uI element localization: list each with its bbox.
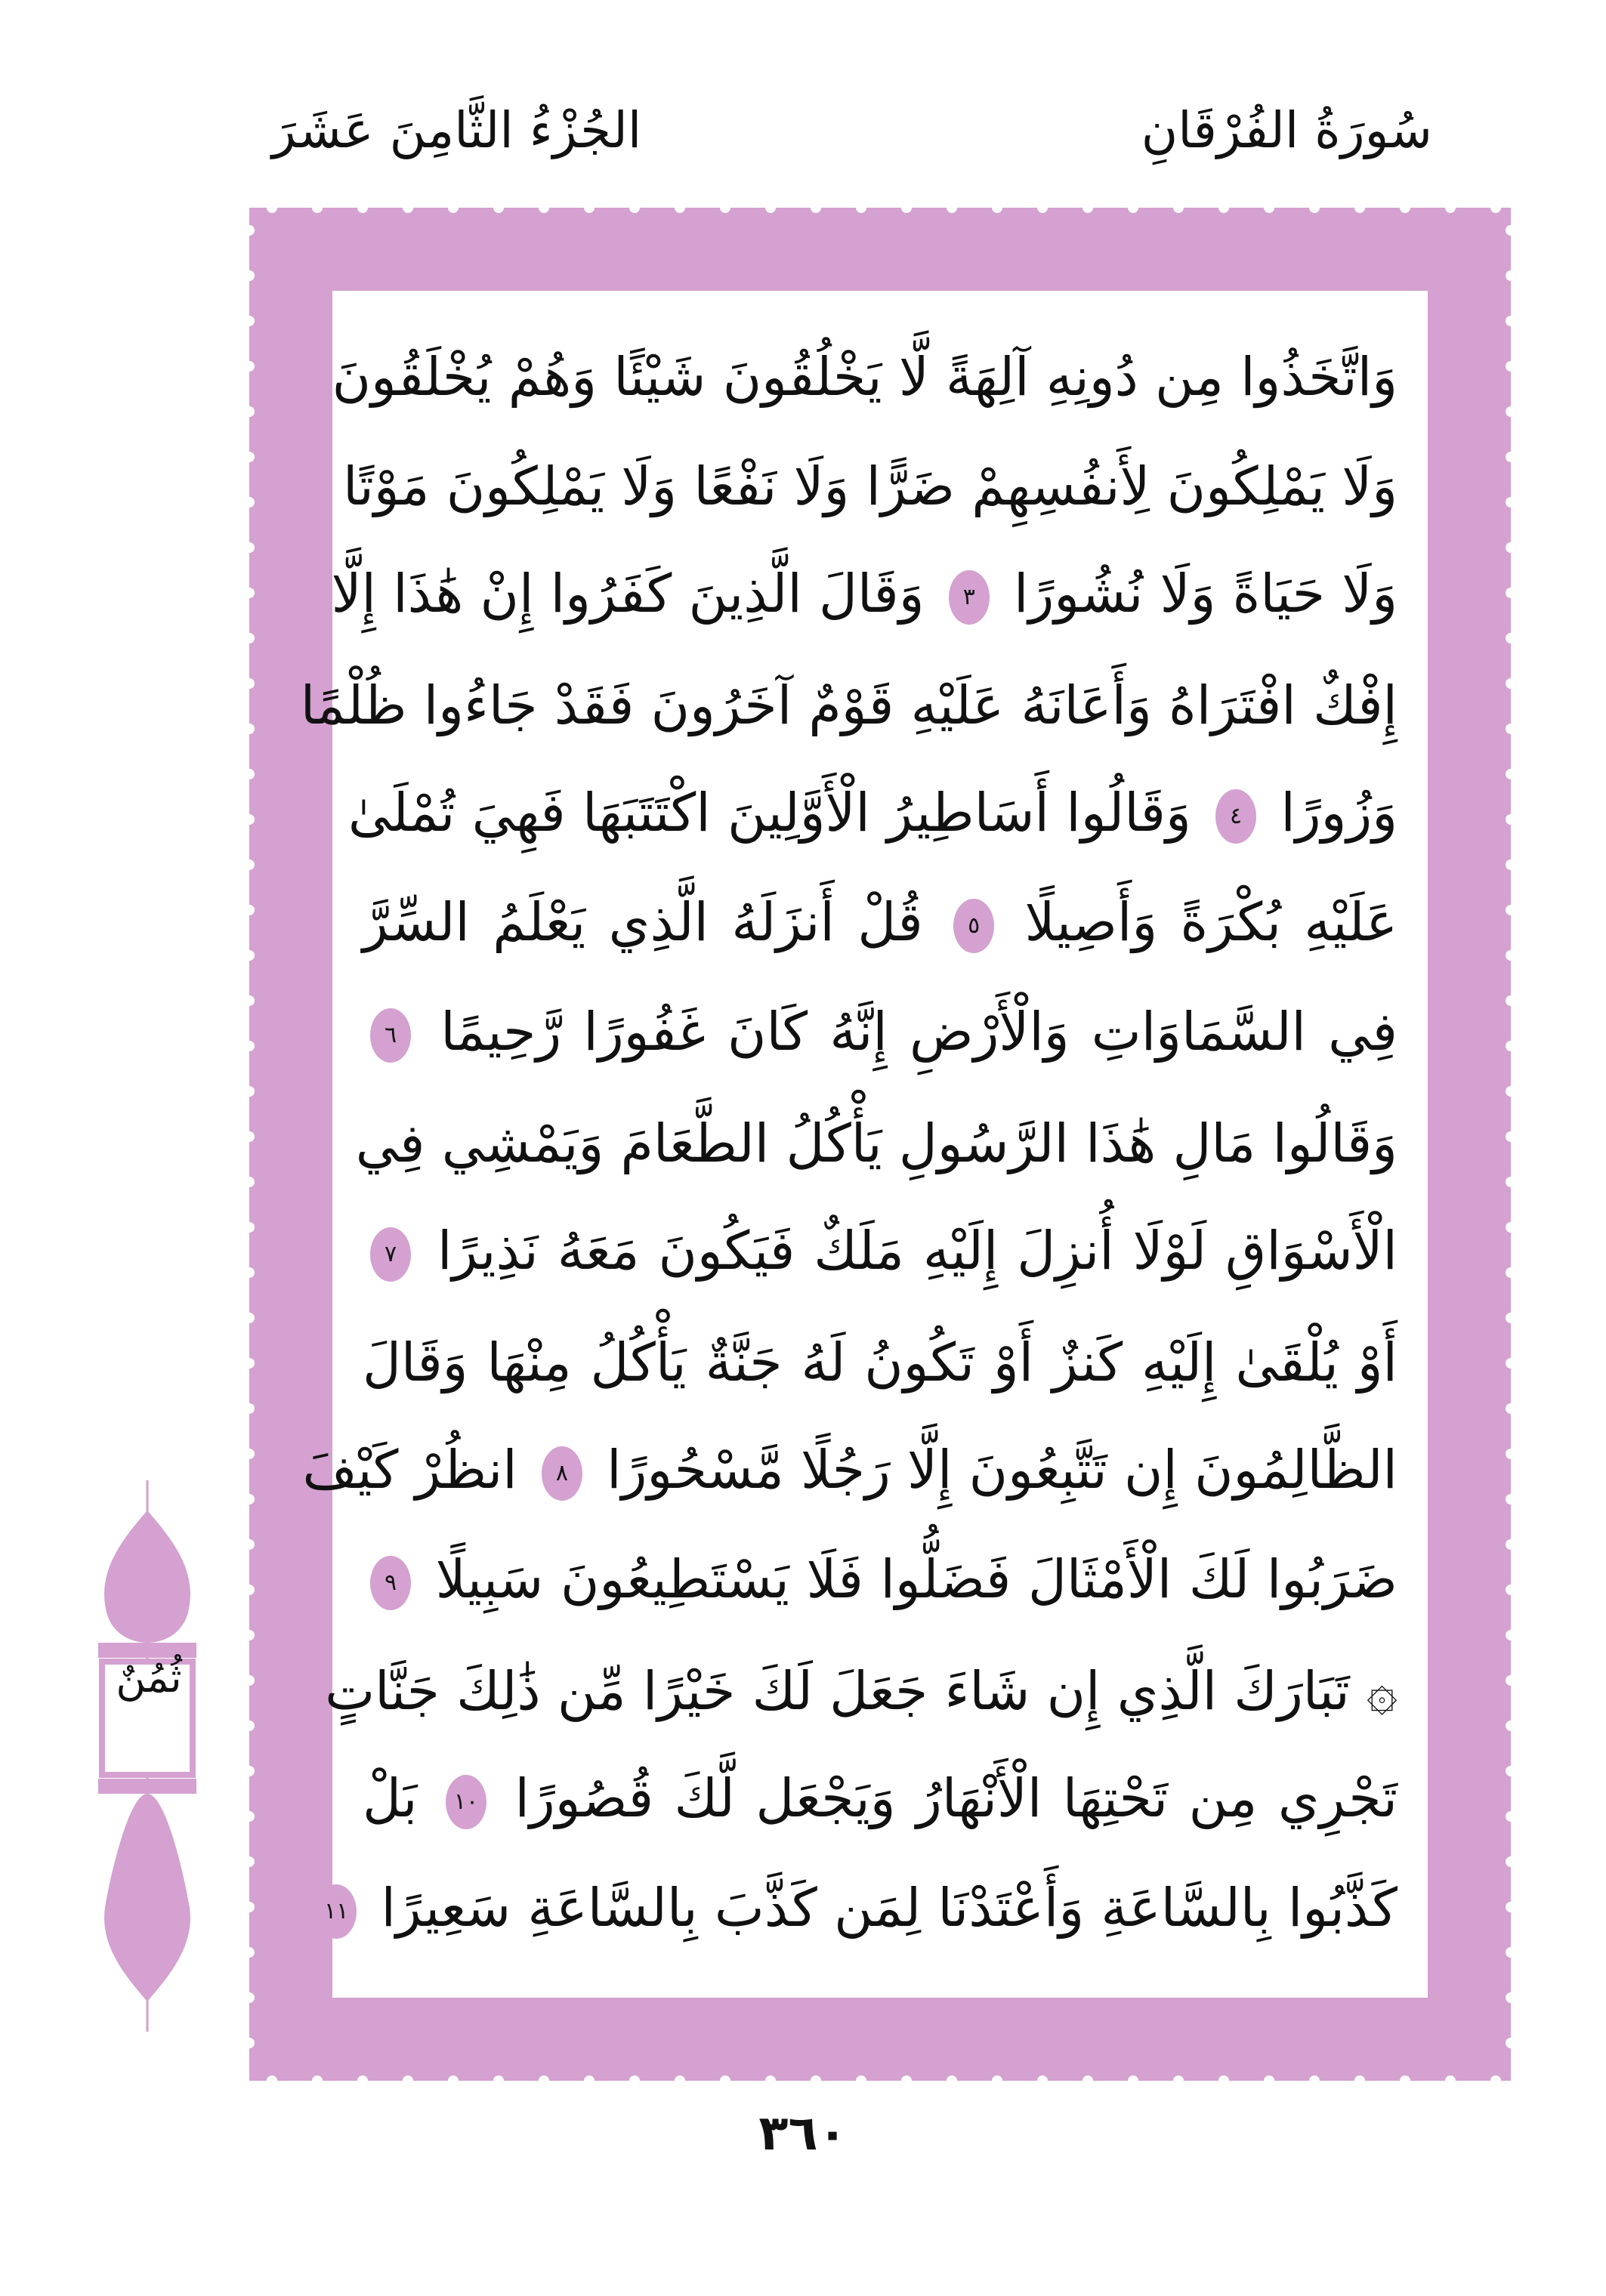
frame-notch [1506, 859, 1511, 870]
verse-text [363, 1332, 1398, 1393]
verse-line [331, 540, 1398, 652]
verse-text-segment: وَقَالُوا مَالِ هَٰذَا الرَّسُولِ يَأْكُلُ الطَّعَامَ وَيَمْشِي فِي [355, 1113, 1398, 1174]
frame-notch [1309, 2075, 1320, 2081]
page-number: ٣٦٠ [758, 2106, 848, 2162]
frame-notch [1506, 1131, 1511, 1142]
verse-text [332, 346, 1398, 408]
frame-notch [1506, 995, 1511, 1006]
frame-notch [1506, 452, 1511, 462]
frame-notch [1445, 208, 1456, 213]
frame-notch [249, 452, 255, 462]
frame-notch [267, 2075, 277, 2081]
frame-notch [249, 1449, 255, 1459]
frame-notch [357, 2075, 368, 2081]
frame-notch [249, 859, 255, 870]
verse-text-segment: فِي السَّمَاوَاتِ وَالْأَرْضِ إِنَّهُ كَانَ غَفُورًا رَّحِيمًا [440, 1001, 1398, 1063]
frame-notch [947, 2075, 957, 2081]
verse-text-segment: تَجْرِي مِن تَحْتِهَا الْأَنْهَارُ وَيَجْعَل لَّكَ قُصُورًا [514, 1767, 1398, 1830]
frame-notch [675, 2075, 685, 2081]
verse-line [363, 978, 1398, 1090]
verse-text-segment: كَذَّبُوا بِالسَّاعَةِ وَأَعْتَدْنَا لِمَن كَذَّبَ بِالسَّاعَةِ سَعِيرًا [381, 1877, 1398, 1940]
frame-notch [539, 208, 549, 213]
verse-line [363, 869, 1398, 980]
frame-notch [1506, 1856, 1511, 1867]
verse-text [355, 1113, 1398, 1174]
verse-line [363, 1307, 1398, 1418]
frame-notch [1354, 208, 1365, 213]
frame-notch [765, 208, 776, 213]
frame-notch [249, 1811, 255, 1822]
frame-notch [765, 2075, 776, 2081]
frame-notch [249, 1358, 255, 1369]
ayah-number-marker: ٥ [953, 899, 994, 953]
frame-notch [448, 2075, 459, 2081]
frame-notch [249, 1222, 255, 1233]
frame-notch [629, 2075, 640, 2081]
frame-notch [249, 724, 255, 734]
thumn-ornament-icon [91, 1480, 204, 2032]
frame-notch [539, 2075, 549, 2081]
frame-notch [249, 814, 255, 825]
verse-text [302, 1439, 1398, 1501]
frame-notch [448, 208, 459, 213]
verse-line [324, 1854, 1398, 1966]
frame-notch [249, 1902, 255, 1912]
frame-notch [1506, 588, 1511, 598]
frame-notch [1506, 678, 1511, 689]
frame-notch [1218, 2075, 1229, 2081]
verse-text-segment: انظُرْ كَيْفَ [302, 1439, 517, 1501]
frame-notch [1506, 1222, 1511, 1233]
frame-notch [1506, 225, 1511, 236]
frame-notch [249, 1630, 255, 1640]
frame-notch [720, 2075, 730, 2081]
verse-line [347, 759, 1398, 871]
frame-notch [1506, 814, 1511, 825]
ayah-number-marker: ٧ [370, 1227, 411, 1282]
frame-notch [249, 1766, 255, 1776]
verse-text-segment: وَلَا يَمْلِكُونَ لِأَنفُسِهِمْ ضَرًّا وَلَا نَفْعًا وَلَا يَمْلِكُونَ مَوْتًا [343, 455, 1398, 517]
verse-text-segment: وَقَالُوا أَسَاطِيرُ الْأَوَّلِينَ اكْتَتَبَهَا فَهِيَ تُمْلَىٰ [347, 782, 1191, 844]
frame-notch [1506, 1086, 1511, 1097]
verse-text-segment: الْأَسْوَاقِ لَوْلَا أُنزِلَ إِلَيْهِ مَلَكٌ فَيَكُونَ مَعَهُ نَذِيرًا [437, 1220, 1398, 1282]
frame-notch [249, 1720, 255, 1731]
frame-notch [312, 208, 323, 213]
verse-text-segment: وَقَالَ الَّذِينَ كَفَرُوا إِنْ هَٰذَا إِلَّا [331, 563, 925, 625]
frame-notch [249, 225, 255, 236]
frame-notch [1506, 633, 1511, 643]
surah-name: سُورَةُ الفُرْقَانِ [1141, 101, 1432, 159]
frame-notch [1506, 905, 1511, 915]
frame-notch [249, 633, 255, 643]
frame-notch [249, 950, 255, 961]
verse-text-segment: أَوْ يُلْقَىٰ إِلَيْهِ كَنزٌ أَوْ تَكُونُ لَهُ جَنَّةٌ يَأْكُلُ مِنْهَا وَقَالَ [363, 1332, 1398, 1393]
frame-notch [1506, 1539, 1511, 1550]
verse-text-segment: قُلْ أَنزَلَهُ الَّذِي يَعْلَمُ السِّرَّ [363, 891, 923, 954]
frame-notch [1506, 1675, 1511, 1686]
verse-line [302, 1416, 1398, 1528]
frame-notch [1506, 1902, 1511, 1912]
verse-text [363, 1001, 1398, 1063]
frame-notch [1506, 1992, 1511, 2003]
frame-notch [1506, 542, 1511, 553]
frame-notch [1506, 724, 1511, 734]
frame-notch [249, 1856, 255, 1867]
frame-notch [1128, 208, 1138, 213]
frame-notch [1506, 1720, 1511, 1731]
frame-notch [947, 208, 957, 213]
frame-notch [267, 208, 277, 213]
frame-notch [1506, 1313, 1511, 1323]
frame-notch [1173, 2075, 1184, 2081]
frame-notch [1506, 316, 1511, 326]
text-panel [300, 291, 1428, 1998]
frame-notch [249, 1086, 255, 1097]
frame-notch [856, 208, 866, 213]
frame-notch [1506, 1177, 1511, 1187]
frame-notch [1506, 361, 1511, 372]
verse-text-segment: وَلَا حَيَاةً وَلَا نُشُورًا [1014, 563, 1398, 625]
frame-notch [249, 1041, 255, 1051]
frame-notch [249, 995, 255, 1006]
frame-notch [629, 208, 640, 213]
frame-notch [992, 208, 1002, 213]
verse-text-segment: ۞ تَبَارَكَ الَّذِي إِن شَاءَ جَعَلَ لَكَ خَيْرًا مِّن ذَٰلِكَ جَنَّاتٍ [325, 1660, 1398, 1722]
frame-notch [811, 208, 821, 213]
frame-notch [249, 316, 255, 326]
frame-notch [1037, 2075, 1048, 2081]
frame-notch [249, 1403, 255, 1414]
ayah-number-marker: ١١ [316, 1884, 357, 1939]
frame-notch [249, 905, 255, 915]
frame-notch [1506, 270, 1511, 281]
frame-notch [249, 1313, 255, 1323]
juz-name: الجُزْءُ الثَّامِنَ عَشَرَ [272, 101, 642, 159]
frame-notch [992, 2075, 1002, 2081]
frame-notch [1506, 1947, 1511, 1958]
verse-text-segment: الظَّالِمُونَ إِن تَتَّبِعُونَ إِلَّا رَجُلًا مَّسْحُورًا [607, 1439, 1398, 1501]
verse-line [325, 1635, 1398, 1747]
verse-text-segment: عَلَيْهِ بُكْرَةً وَأَصِيلًا [1024, 891, 1398, 954]
ayah-number-marker: ١٠ [446, 1775, 486, 1829]
verse-text [300, 674, 1398, 736]
frame-notch [403, 2075, 413, 2081]
verse-line [363, 1197, 1398, 1309]
verse-text [325, 1660, 1398, 1722]
frame-notch [249, 270, 255, 281]
frame-notch [1218, 208, 1229, 213]
verse-text-segment: بَلْ [363, 1767, 418, 1830]
frame-notch [1490, 208, 1501, 213]
frame-notch [856, 2075, 866, 2081]
verse-text-segment: وَزُورًا [1280, 782, 1398, 844]
frame-notch [675, 208, 685, 213]
frame-notch [1506, 1766, 1511, 1776]
frame-notch [249, 406, 255, 417]
frame-notch [1506, 1811, 1511, 1822]
ayah-number-marker: ٨ [542, 1446, 582, 1501]
frame-notch [249, 2038, 255, 2048]
verse-text [343, 455, 1398, 517]
frame-notch [403, 208, 413, 213]
frame-notch [249, 1992, 255, 2003]
frame-notch [1506, 2038, 1511, 2048]
frame-notch [1264, 2075, 1274, 2081]
frame-notch [1128, 2075, 1138, 2081]
verse-text [363, 1767, 1398, 1830]
frame-notch [1506, 1358, 1511, 1369]
verse-text [363, 891, 1398, 954]
frame-notch [249, 1177, 255, 1187]
frame-notch [249, 1585, 255, 1595]
frame-notch [249, 769, 255, 779]
frame-notch [1506, 497, 1511, 508]
frame-notch [811, 2075, 821, 2081]
frame-notch [249, 588, 255, 598]
verse-text-segment: وَاتَّخَذُوا مِن دُونِهِ آلِهَةً لَّا يَخْلُقُونَ شَيْئًا وَهُمْ يُخْلَقُونَ [332, 346, 1398, 408]
frame-notch [1506, 1630, 1511, 1640]
frame-notch [1264, 208, 1274, 213]
frame-notch [1354, 2075, 1365, 2081]
frame-notch [901, 2075, 912, 2081]
ayah-number-marker: ٦ [370, 1008, 411, 1063]
frame-notch [249, 542, 255, 553]
frame-notch [1083, 2075, 1093, 2081]
frame-notch [1037, 208, 1048, 213]
frame-notch [357, 208, 368, 213]
verse-text-segment: ضَرَبُوا لَكَ الْأَمْثَالَ فَضَلُّوا فَلَا يَسْتَطِيعُونَ سَبِيلًا [435, 1548, 1398, 1611]
ayah-number-marker: ٣ [949, 570, 990, 625]
frame-notch [1506, 1267, 1511, 1278]
frame-notch [1490, 2075, 1501, 2081]
ayah-number-marker: ٤ [1215, 789, 1256, 844]
frame-notch [1506, 1449, 1511, 1459]
frame-notch [1506, 769, 1511, 779]
ayah-number-marker: ٩ [370, 1556, 411, 1610]
frame-notch [249, 1267, 255, 1278]
verse-text-segment: إِفْكٌ افْتَرَاهُ وَأَعَانَهُ عَلَيْهِ قَوْمٌ آخَرُونَ فَقَدْ جَاءُوا ظُلْمًا [300, 674, 1398, 736]
thumn-label: ثُمُنٌ [116, 1654, 182, 1702]
frame-notch [249, 361, 255, 372]
frame-notch [249, 1947, 255, 1958]
frame-notch [720, 208, 730, 213]
frame-notch [1400, 208, 1410, 213]
verse-text [363, 1220, 1398, 1282]
frame-notch [249, 1494, 255, 1504]
verse-line [343, 430, 1398, 542]
frame-notch [1309, 208, 1320, 213]
frame-notch [493, 208, 504, 213]
frame-notch [1083, 208, 1093, 213]
frame-notch [312, 2075, 323, 2081]
frame-notch [1400, 2075, 1410, 2081]
frame-notch [249, 1675, 255, 1686]
frame-notch [1506, 1403, 1511, 1414]
frame-notch [493, 2075, 504, 2081]
verse-text [331, 563, 1398, 625]
verse-line [355, 1088, 1398, 1199]
frame-notch [249, 497, 255, 508]
verse-line [332, 321, 1398, 433]
verse-line [363, 1745, 1398, 1856]
verse-text [347, 782, 1398, 844]
verse-line [300, 650, 1398, 761]
frame-notch [1506, 406, 1511, 417]
frame-notch [1506, 950, 1511, 961]
frame-notch [584, 2075, 595, 2081]
frame-notch [1445, 2075, 1456, 2081]
verse-line [363, 1526, 1398, 1637]
frame-notch [1506, 1041, 1511, 1051]
frame-notch [1173, 208, 1184, 213]
frame-notch [249, 678, 255, 689]
frame-notch [1506, 1494, 1511, 1504]
frame-notch [249, 1539, 255, 1550]
verse-text [324, 1877, 1398, 1940]
frame-notch [249, 1131, 255, 1142]
frame-notch [1506, 1585, 1511, 1595]
verse-text [363, 1548, 1398, 1611]
frame-notch [584, 208, 595, 213]
frame-notch [901, 208, 912, 213]
